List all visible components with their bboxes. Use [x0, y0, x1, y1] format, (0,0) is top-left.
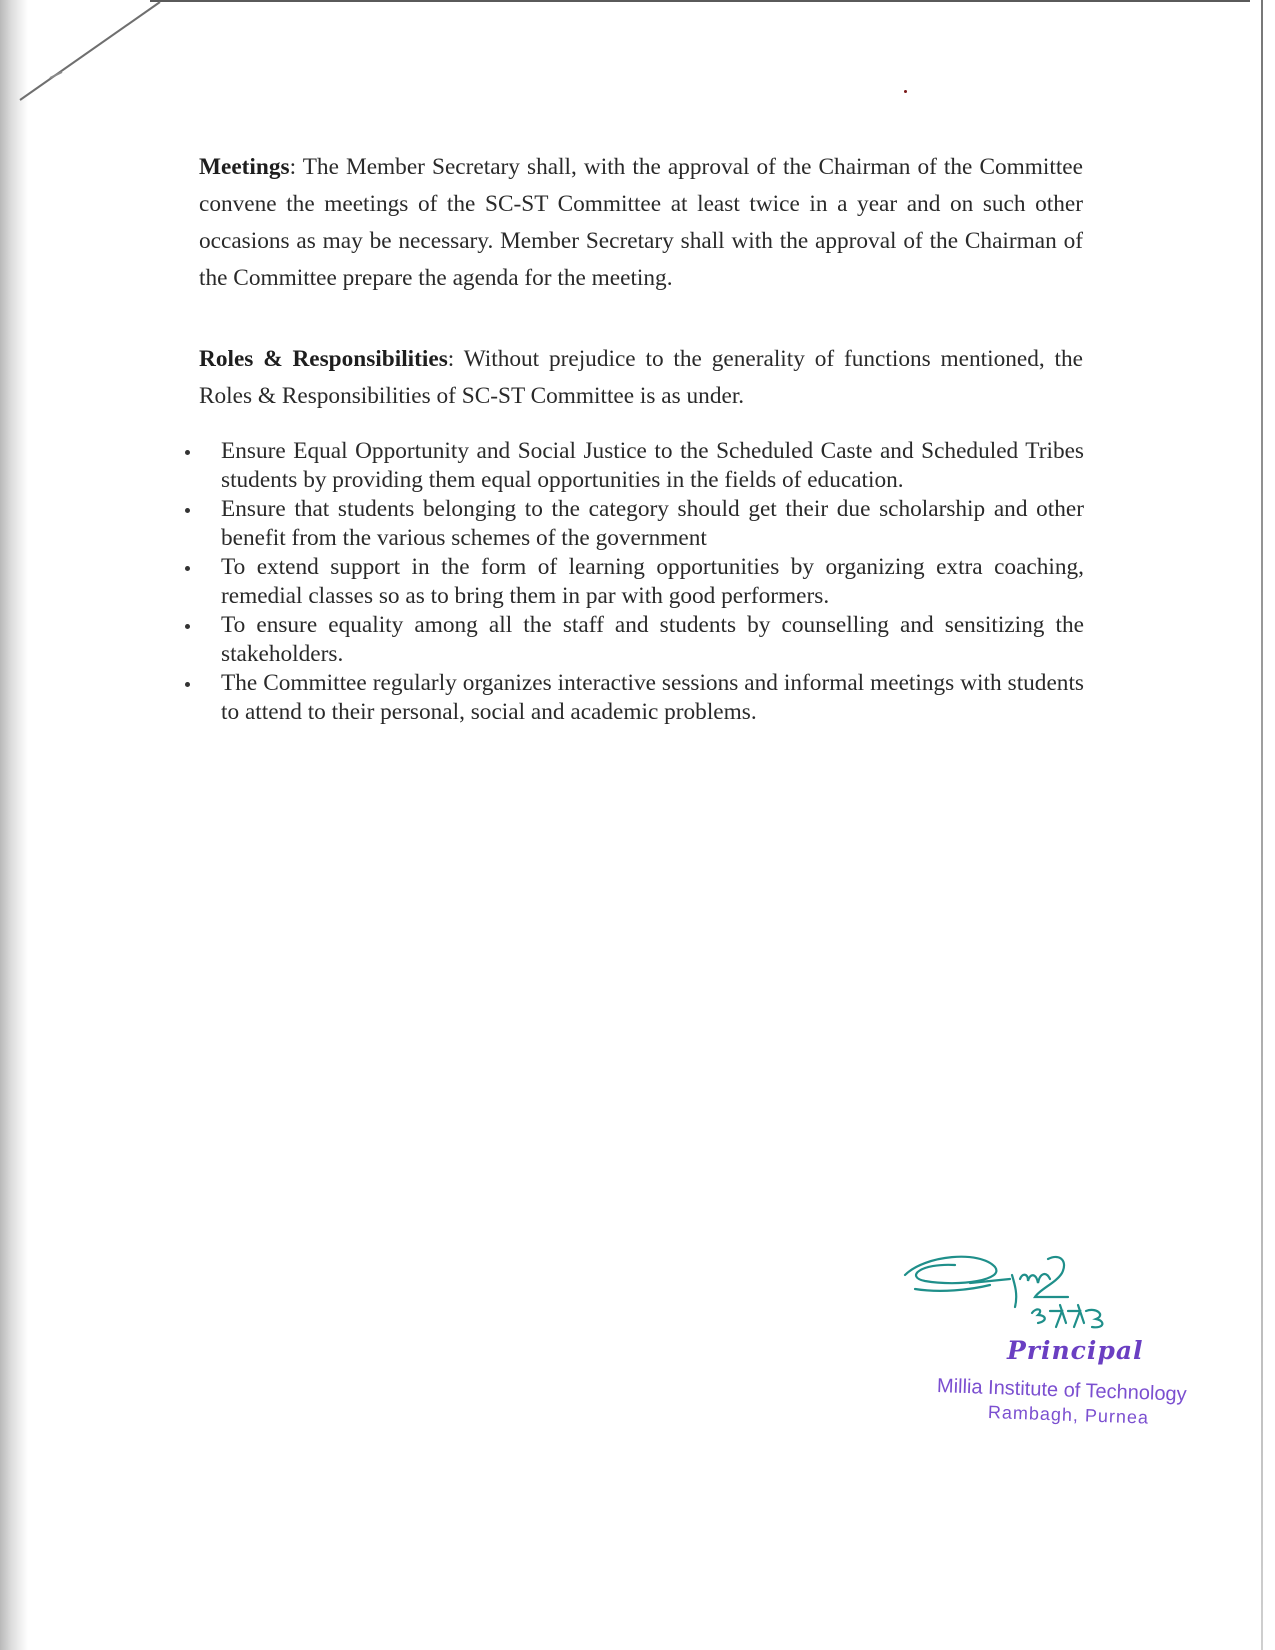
meetings-text: : The Member Secretary shall, with the approval of the Chairman of the Committee convene the meetings of the SC-ST Committee at least twice in a year and on such other occasions as may be necessary. Member Secretary shall with the approval of the Chairman of the Committee prepare the agenda for the meeting.: [199, 154, 1083, 291]
bullet-icon: [185, 450, 190, 455]
list-item: [184, 495, 1084, 553]
scan-right-edge: [1261, 0, 1263, 1650]
roles-heading: Roles & Responsibilities: [199, 346, 448, 372]
folded-corner: [0, 0, 170, 110]
bullet-icon: [185, 682, 190, 687]
list-item-text: To ensure equality among all the staff and students by counselling and sensitizing the stakeholders.: [221, 612, 1084, 667]
stamp-institute: Millia Institute of Technology: [936, 1375, 1188, 1406]
list-item-text: The Committee regularly organizes interactive sessions and informal meetings with students to attend to their personal, social and academic problems.: [221, 670, 1084, 725]
signature-stamp-block: [900, 1245, 1240, 1428]
stamp-title: Principal: [1007, 1336, 1144, 1365]
roles-paragraph: [199, 341, 1083, 415]
bullet-icon: [185, 624, 190, 629]
list-item: [184, 437, 1084, 495]
stamp-location: Rambagh, Purnea: [987, 1402, 1150, 1428]
list-item: [184, 611, 1084, 669]
bullet-icon: [185, 566, 190, 571]
list-item: [184, 669, 1084, 727]
list-item-text: To extend support in the form of learning opportunities by organizing extra coaching, remedial classes so as to bring them in par with good performers.: [221, 554, 1084, 609]
scan-top-edge: [150, 0, 1250, 2]
list-item-text: Ensure that students belonging to the category should get their due scholarship and other benefit from the various schemes of the government: [221, 496, 1084, 551]
meetings-paragraph: [199, 149, 1083, 297]
list-item: [184, 553, 1084, 611]
roles-text: : Without prejudice to the generality of functions mentioned, the Roles & Responsibilities of SC-ST Committee is as under.: [199, 346, 1083, 409]
list-item-text: Ensure Equal Opportunity and Social Justice to the Scheduled Caste and Scheduled Tribes students by providing them equal opportunities in the fields of education.: [221, 438, 1084, 493]
scan-edge-shadow: [0, 0, 28, 1650]
bullet-icon: [185, 508, 190, 513]
meetings-heading: Meetings: [199, 154, 290, 180]
responsibilities-list: [184, 437, 1084, 727]
ink-speck: [904, 90, 907, 93]
